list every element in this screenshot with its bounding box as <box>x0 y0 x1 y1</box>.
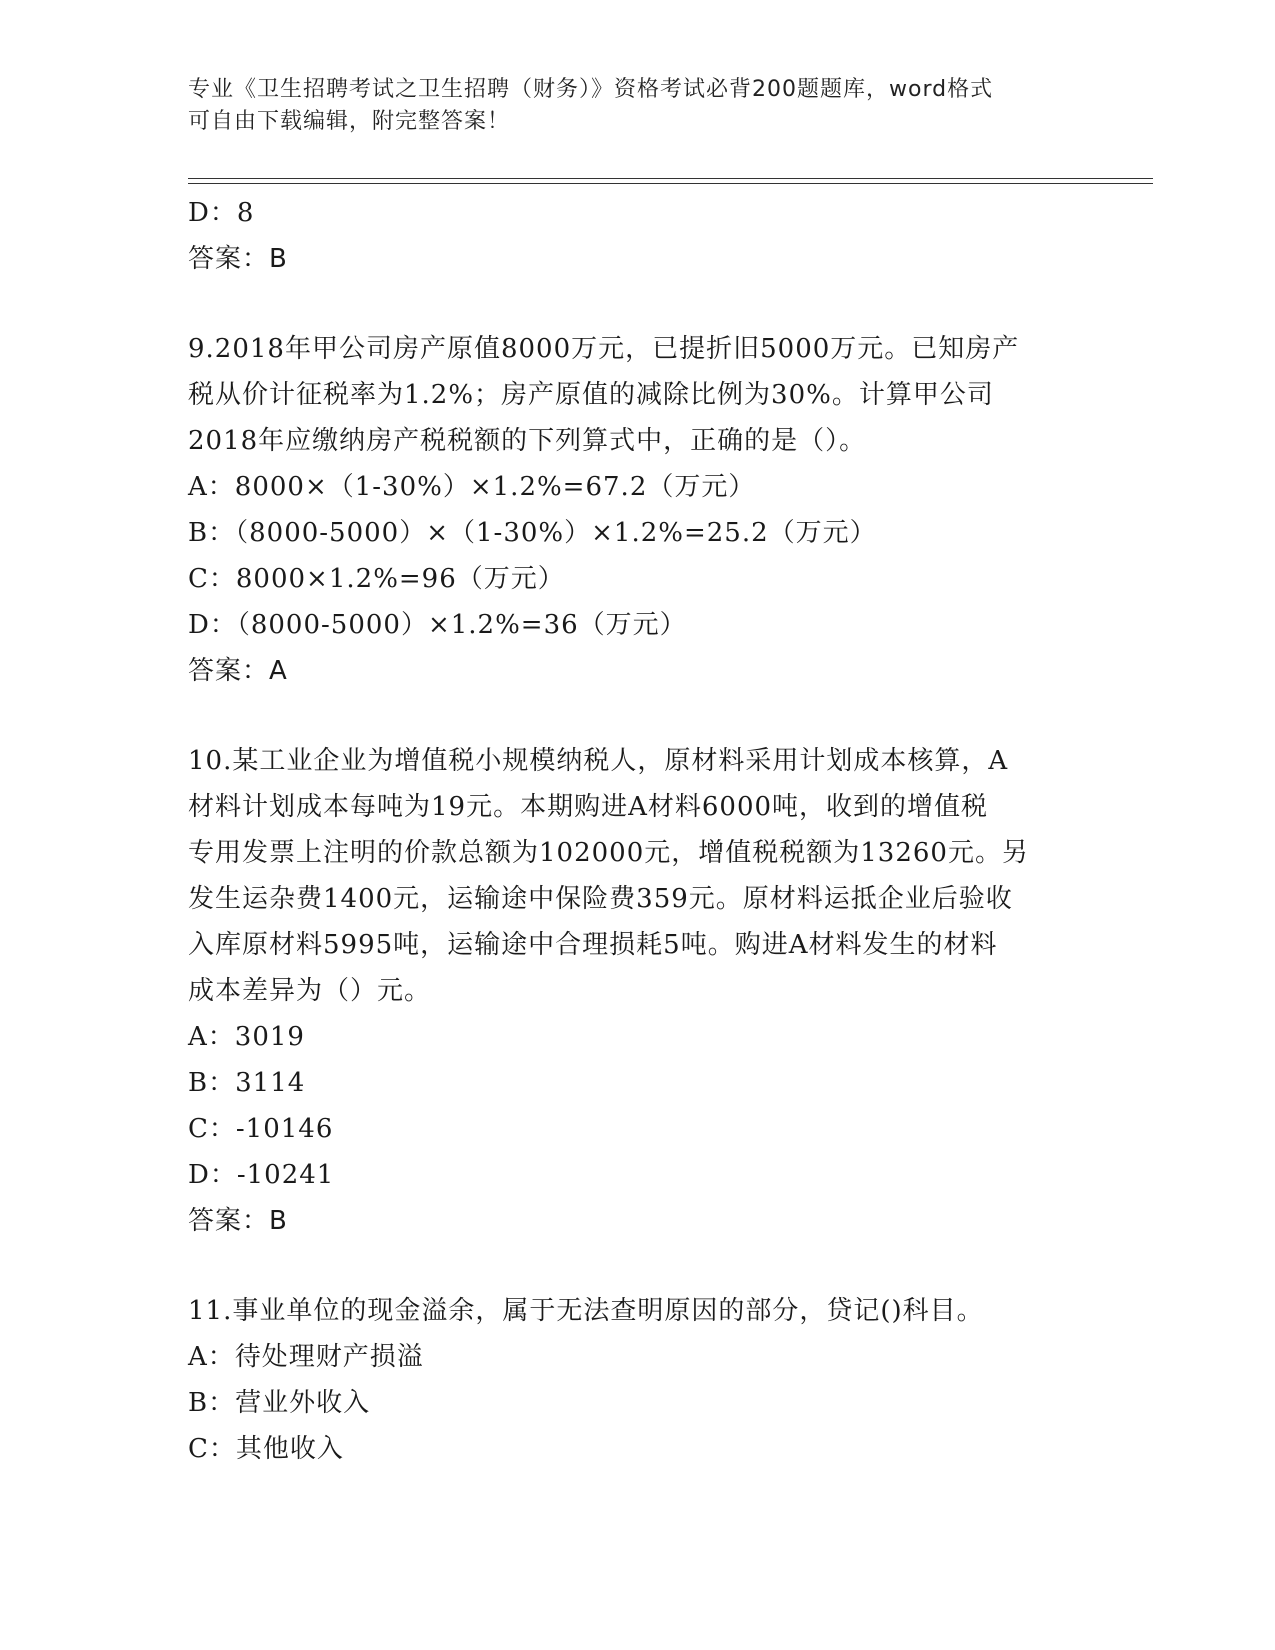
question-stem-line: 2018年应缴纳房产税税额的下列算式中，正确的是（）。 <box>188 426 867 456</box>
question-stem-line: 材料计划成本每吨为19元。本期购进A材料6000吨，收到的增值税 <box>188 792 989 822</box>
answer: 答案：B <box>188 1206 288 1236</box>
document-body <box>188 190 1088 1472</box>
option-c: C：其他收入 <box>188 1434 344 1464</box>
question-stem-line: 9.2018年甲公司房产原值8000万元，已提折旧5000万元。已知房产 <box>188 334 1020 364</box>
header-line-2: 可自由下载编辑，附完整答案！ <box>188 109 511 134</box>
question-stem-line: 入库原材料5995吨，运输途中合理损耗5吨。购进A材料发生的材料 <box>188 930 998 960</box>
question-stem-line: 11.事业单位的现金溢余，属于无法查明原因的部分，贷记()科目。 <box>188 1296 984 1326</box>
question-stem-line: 成本差异为（）元。 <box>188 976 432 1006</box>
header-rule-top <box>188 178 1153 179</box>
spacer <box>188 694 1088 738</box>
spacer <box>188 1244 1088 1288</box>
question-9 <box>188 326 1088 694</box>
option-d: D：-10241 <box>188 1160 335 1190</box>
option-c: C：-10146 <box>188 1114 334 1144</box>
question-10 <box>188 738 1088 1244</box>
option-c: C：8000×1.2%=96（万元） <box>188 564 565 594</box>
page-header <box>188 74 1068 138</box>
option-d: D：（8000-5000）×1.2%=36（万元） <box>188 610 687 640</box>
option-b: B：3114 <box>188 1068 306 1098</box>
option-a: A：待处理财产损溢 <box>188 1342 424 1372</box>
previous-question-tail <box>188 190 1088 282</box>
option-a: A：3019 <box>188 1022 305 1052</box>
question-stem-line: 税从价计征税率为1.2%；房产原值的减除比例为30%。计算甲公司 <box>188 380 994 410</box>
header-rule-bottom <box>188 183 1153 184</box>
question-stem-line: 专用发票上注明的价款总额为102000元，增值税税额为13260元。另 <box>188 838 1029 868</box>
answer: 答案：A <box>188 656 288 686</box>
option-d: D：8 <box>188 198 255 228</box>
option-b: B：（8000-5000）×（1-30%）×1.2%=25.2（万元） <box>188 518 877 548</box>
question-stem-line: 10.某工业企业为增值税小规模纳税人，原材料采用计划成本核算，A <box>188 746 1009 776</box>
answer: 答案：B <box>188 244 288 274</box>
question-11 <box>188 1288 1088 1472</box>
question-stem-line: 发生运杂费1400元，运输途中保险费359元。原材料运抵企业后验收 <box>188 884 1013 914</box>
option-a: A：8000×（1-30%）×1.2%=67.2（万元） <box>188 472 756 502</box>
option-b: B：营业外收入 <box>188 1388 371 1418</box>
header-line-1: 专业《卫生招聘考试之卫生招聘（财务）》资格考试必背200题题库，word格式 <box>188 77 994 102</box>
spacer <box>188 282 1088 326</box>
